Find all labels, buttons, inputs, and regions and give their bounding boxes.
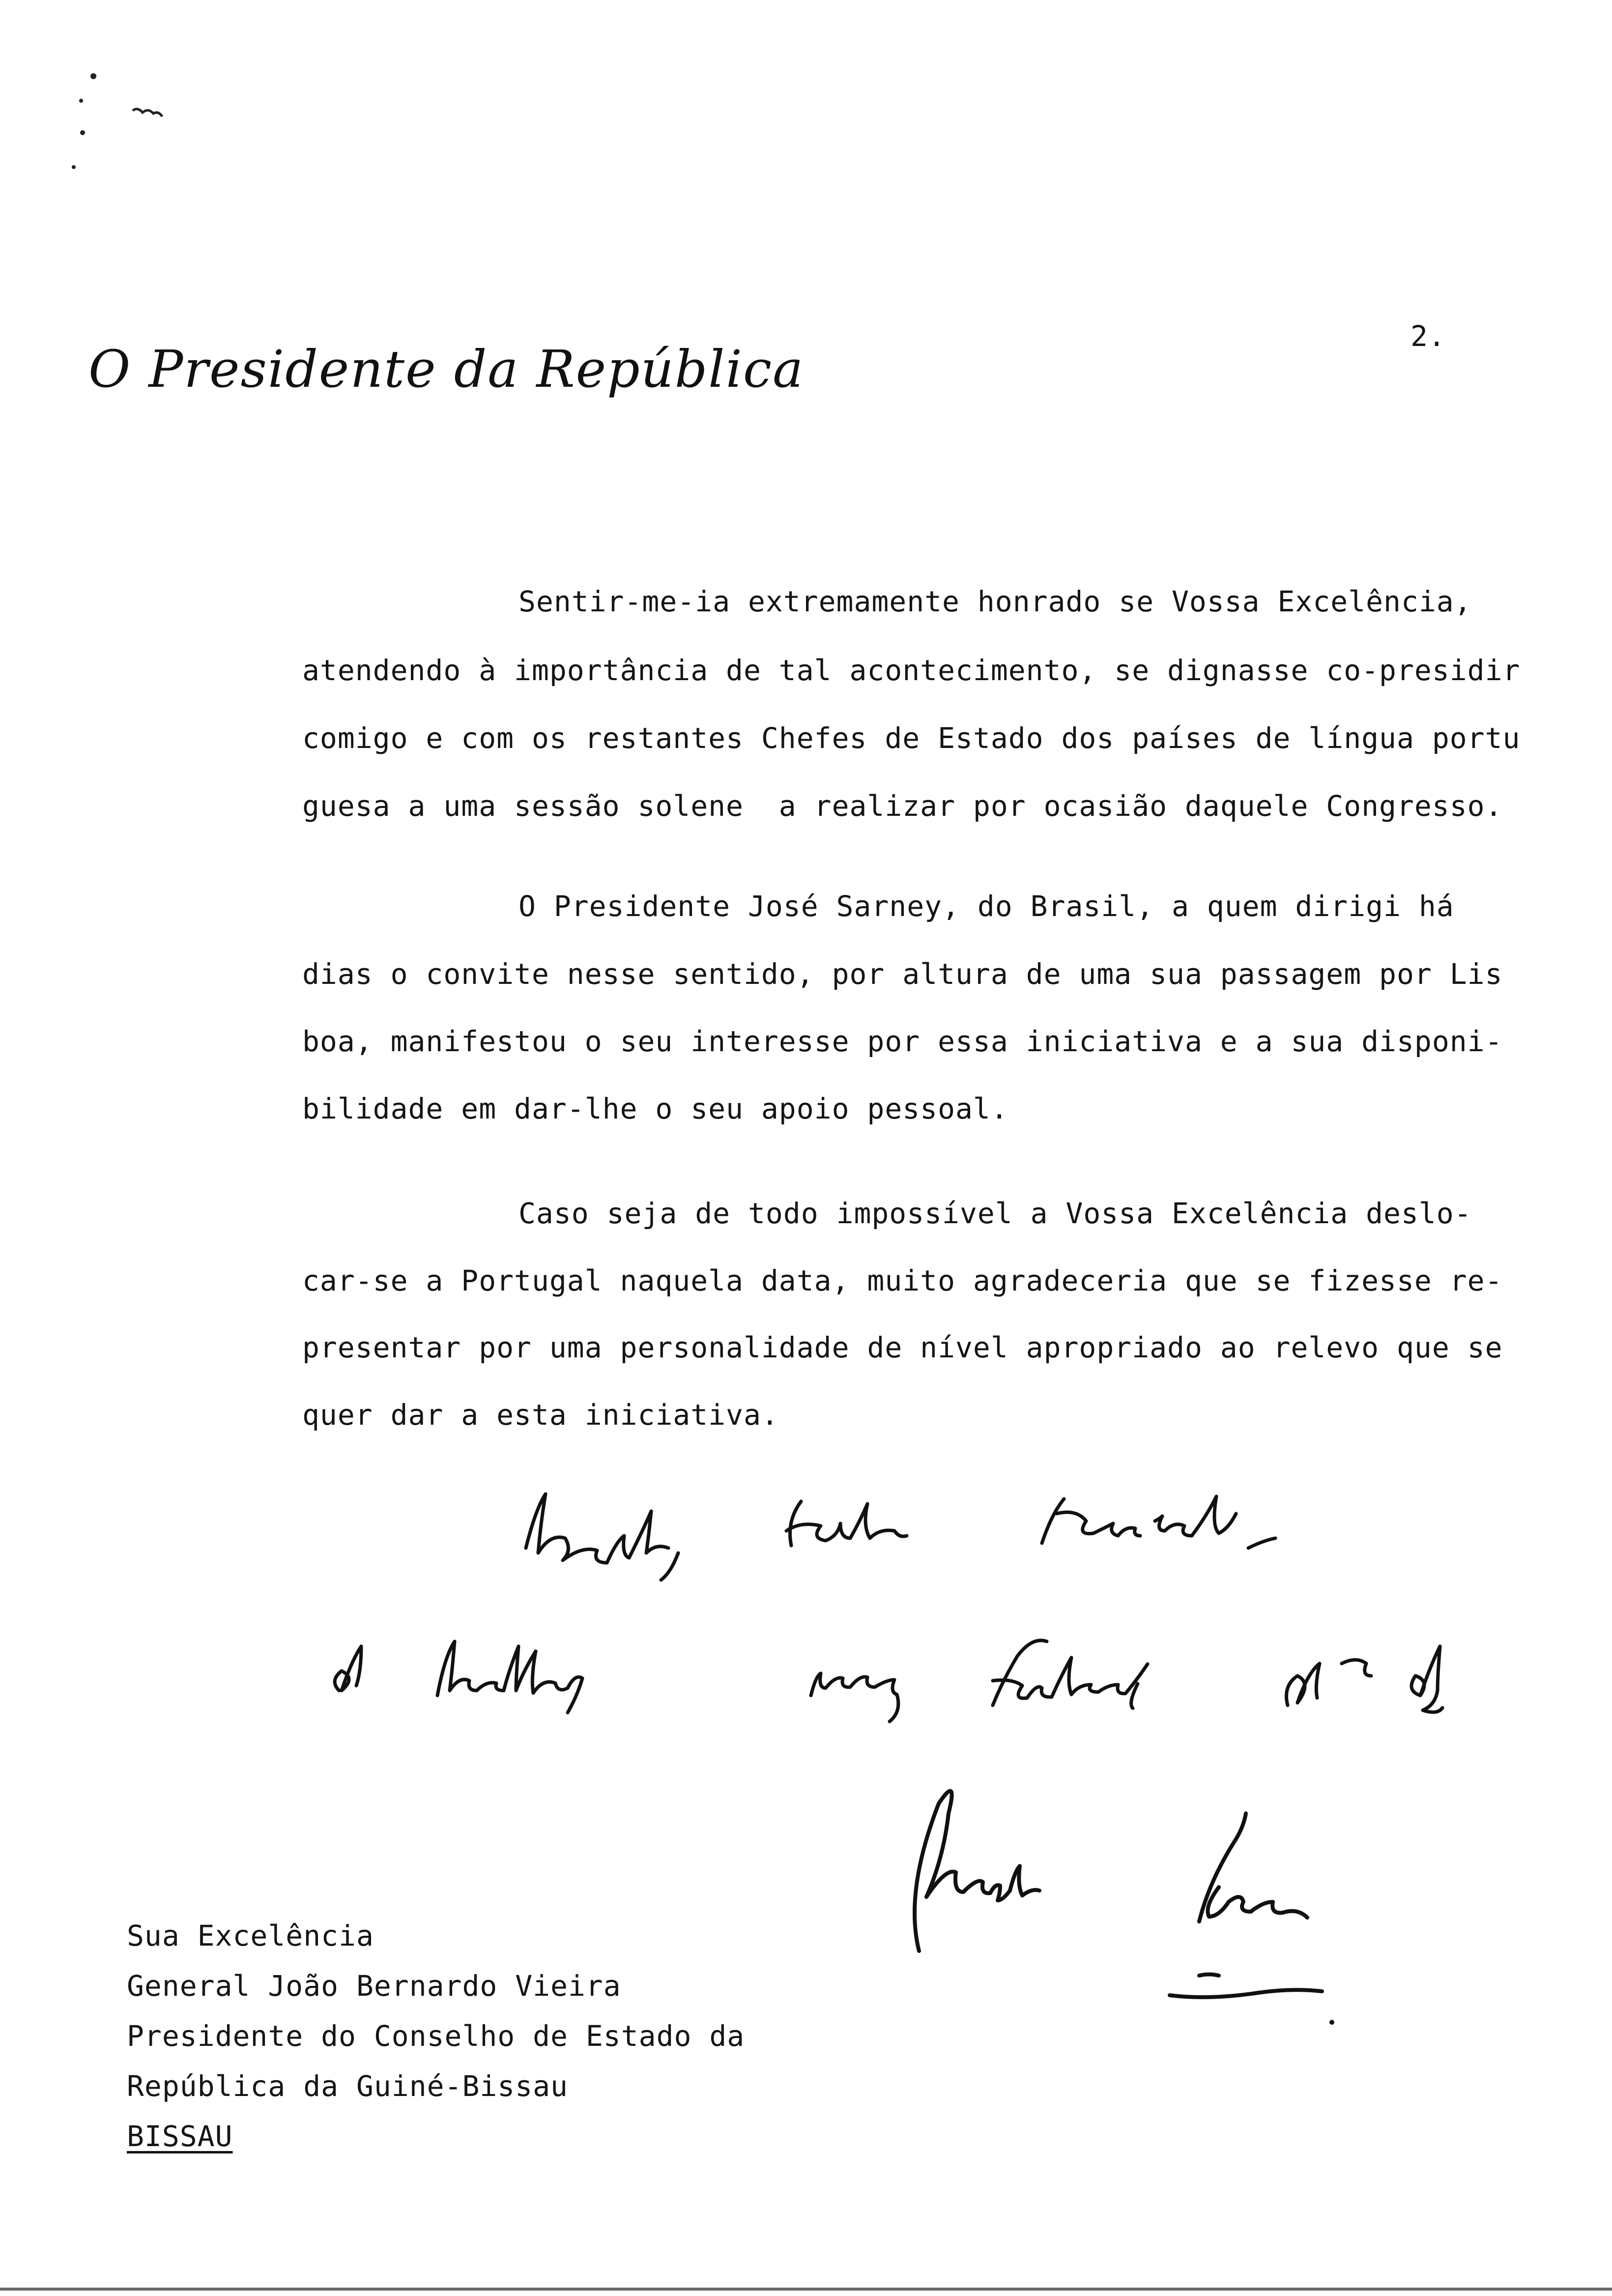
body-line: bilidade em dar-lhe o seu apoio pessoal. xyxy=(302,1092,1008,1125)
body-line: comigo e com os restantes Chefes de Estado dos países de língua portu xyxy=(302,721,1521,755)
body-line: Caso seja de todo impossível a Vossa Excelência deslo- xyxy=(518,1197,1472,1230)
addressee-salutation: Sua Excelência xyxy=(127,1919,374,1952)
scan-edge-line xyxy=(0,2288,1612,2291)
addressee-country: República da Guiné-Bissau xyxy=(127,2069,568,2103)
body-line: boa, manifestou o seu interesse por essa iniciativa e a sua disponi- xyxy=(302,1025,1503,1058)
body-line: Sentir-me-ia extremamente honrado se Vossa Excelência, xyxy=(518,585,1472,618)
page-number: 2. xyxy=(1410,319,1446,353)
addressee-title: Presidente do Conselho de Estado da xyxy=(127,2019,745,2053)
addressee-city: BISSAU xyxy=(127,2120,233,2153)
letterhead-title: O Presidente da República xyxy=(88,339,805,399)
body-line: dias o convite nesse sentido, por altura de uma sua passagem por Lis xyxy=(302,957,1503,991)
addressee-name: General João Bernardo Vieira xyxy=(127,1969,621,2003)
body-line: presentar por uma personalidade de nível apropriado ao relevo que se xyxy=(302,1331,1503,1364)
body-line: quer dar a esta iniciativa. xyxy=(302,1398,779,1432)
body-line: atendendo à importância de tal acontecimento, se dignasse co-presidir xyxy=(302,654,1521,687)
body-line: O Presidente José Sarney, do Brasil, a quem dirigi há xyxy=(518,890,1454,923)
body-line: car-se a Portugal naquela data, muito agradeceria que se fizesse re- xyxy=(302,1264,1503,1297)
body-line: guesa a uma sessão solene a realizar por ocasião daquele Congresso. xyxy=(302,789,1503,823)
